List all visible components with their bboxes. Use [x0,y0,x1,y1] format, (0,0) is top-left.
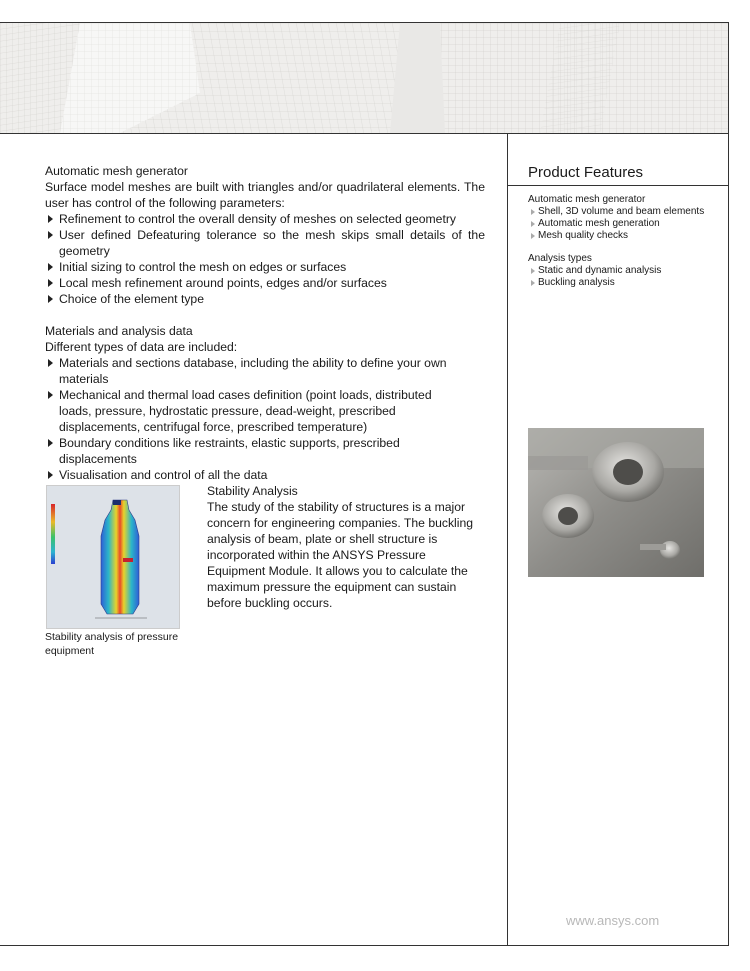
sidebar-feature-list [528,265,718,289]
banner-bottom-rule [0,133,729,134]
sidebar-feature-item: Automatic mesh generation [528,218,718,230]
bullet-triangle-icon [531,268,535,274]
sidebar-feature-item: Static and dynamic analysis [528,265,718,277]
website-link[interactable]: www.ansys.com [566,913,660,928]
bullet-triangle-icon [531,221,535,227]
list-item: Boundary conditions like restraints, elastic supports, prescribed displacements [45,435,465,467]
pressure-vessel-photo [528,428,704,577]
bullet-triangle-icon [48,231,53,239]
section-intro: Surface model meshes are built with triangles and/or quadrilateral elements. The user has control of the following parameters: [45,180,485,210]
list-item: Local mesh refinement around points, edges and/or surfaces [45,275,485,291]
section-title: Automatic mesh generator [45,164,188,178]
sidebar-feature-list [528,206,718,242]
bullet-triangle-icon [48,471,53,479]
figure-caption: Stability analysis of pressure equipment [45,631,179,657]
bullet-triangle-icon [48,359,53,367]
mesh-banner-image [0,23,728,133]
sidebar-feature-item: Buckling analysis [528,277,718,289]
main-content [45,163,485,493]
bullet-triangle-icon [48,439,53,447]
stability-figure-image [46,485,180,629]
frame-right-rule [728,22,729,946]
section-intro: Different types of data are included: [45,340,238,354]
list-item: Mechanical and thermal load cases definition (point loads, distributed loads, pressure, hydrostatic pressure, dead-weight, prescribed displacements, centrifugal force, prescribed temperature) [45,387,465,435]
sidebar-group-mesh [528,194,718,242]
bullet-triangle-icon [48,263,53,271]
list-item: Materials and sections database, including the ability to define your own materials [45,355,465,387]
bullet-triangle-icon [531,209,535,215]
list-item: Refinement to control the overall density of meshes on selected geometry [45,211,485,227]
sidebar-group-heading: Analysis types [528,253,592,264]
list-item: Initial sizing to control the mesh on edges or surfaces [45,259,485,275]
bullet-triangle-icon [531,233,535,239]
sidebar-feature-item: Mesh quality checks [528,230,718,242]
stability-section [207,483,487,611]
sidebar-divider [507,133,508,946]
bullet-triangle-icon [48,391,53,399]
frame-bottom-rule [0,945,729,946]
bullet-triangle-icon [48,279,53,287]
section-title: Materials and analysis data [45,324,193,338]
bullet-list [45,211,485,307]
bullet-triangle-icon [531,280,535,286]
list-item: Choice of the element type [45,291,485,307]
sidebar-group-analysis [528,253,718,289]
bullet-triangle-icon [48,295,53,303]
section-mesh-generator [45,163,485,307]
sidebar-title-rule [508,185,729,186]
stability-body: The study of the stability of structures is a major concern for engineering companies. The buckling analysis of beam, plate or shell structure is incorporated within the ANSYS Pressure Equipment Module. It allows you to calculate the maximum pressure the equipment can sustain before buckling occurs. [207,500,474,610]
list-item: User defined Defeaturing tolerance so the mesh skips small details of the geometry [45,227,485,259]
list-item: Visualisation and control of all the data [45,467,465,483]
section-materials [45,323,485,483]
stability-title: Stability Analysis [207,484,298,498]
sidebar-group-heading: Automatic mesh generator [528,194,646,205]
sidebar-title: Product Features [528,164,644,181]
bullet-list [45,355,465,483]
bullet-triangle-icon [48,215,53,223]
sidebar-feature-item: Shell, 3D volume and beam elements [528,206,718,218]
